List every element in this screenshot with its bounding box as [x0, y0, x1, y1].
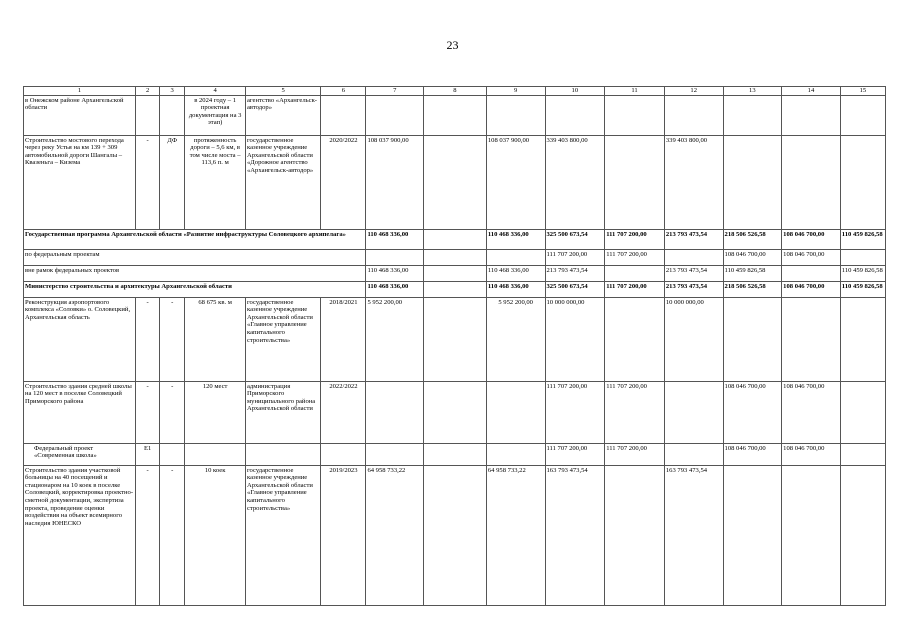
table-cell: 163 793 473,54: [545, 465, 605, 605]
table-cell: 111 707 200,00: [605, 281, 665, 297]
table-cell: ДФ: [160, 135, 185, 229]
table-cell: 10 000 000,00: [545, 297, 605, 381]
table-row: [24, 297, 886, 381]
table-cell: 68 675 кв. м: [185, 297, 246, 381]
table-row: [24, 381, 886, 443]
table-cell: 64 958 733,22: [366, 465, 424, 605]
table-cell: [136, 95, 160, 135]
table-cell: [840, 249, 885, 265]
table-cell: [723, 297, 782, 381]
table-cell: 111 707 200,00: [605, 381, 665, 443]
table-cell: [840, 443, 885, 465]
table-cell: [545, 95, 605, 135]
table-cell: [782, 135, 841, 229]
table-cell: [366, 381, 424, 443]
table-cell: вне рамок федеральных проектов: [24, 265, 366, 281]
table-cell: [424, 443, 487, 465]
column-header: 2: [136, 87, 160, 96]
table-cell: -: [160, 297, 185, 381]
table-cell: [321, 443, 366, 465]
table-cell: [664, 443, 723, 465]
table-cell: 5 952 200,00: [486, 297, 545, 381]
table-cell: [160, 443, 185, 465]
table-cell: 2020/2022: [321, 135, 366, 229]
table-cell: [840, 465, 885, 605]
table-cell: 2019/2023: [321, 465, 366, 605]
column-header: 8: [424, 87, 487, 96]
table-cell: [424, 465, 487, 605]
column-header: 14: [782, 87, 841, 96]
program-total-row: [24, 229, 886, 249]
table-cell: 111 707 200,00: [605, 229, 665, 249]
table-cell: [246, 443, 321, 465]
table-cell: -: [136, 465, 160, 605]
table-cell: [840, 297, 885, 381]
table-cell: 218 506 526,58: [723, 229, 782, 249]
table-cell: 163 793 473,54: [664, 465, 723, 605]
table-cell: [424, 381, 487, 443]
table-cell: 110 459 826,58: [840, 281, 885, 297]
table-cell: [605, 135, 665, 229]
table-cell: администрация Приморского муниципального района Архангельской области: [246, 381, 321, 443]
table-cell: 110 459 826,58: [840, 265, 885, 281]
column-header: 1: [24, 87, 136, 96]
table-cell: 110 468 336,00: [486, 229, 545, 249]
table-cell: 108 037 900,00: [366, 135, 424, 229]
table-cell: [424, 281, 487, 297]
table-cell: Строительство здания средней школы на 120 мест в поселке Соловецкий Приморского района: [24, 381, 136, 443]
table-cell: -: [160, 465, 185, 605]
table-cell: [185, 443, 246, 465]
table-cell: [424, 95, 487, 135]
table-cell: 218 506 526,58: [723, 281, 782, 297]
table-cell: [840, 135, 885, 229]
table-cell: [723, 465, 782, 605]
table-cell: 108 046 700,00: [723, 249, 782, 265]
table-cell: 108 046 700,00: [723, 381, 782, 443]
table-cell: в Онежском районе Архангельской области: [24, 95, 136, 135]
table-cell: [782, 297, 841, 381]
table-cell: 110 459 826,58: [840, 229, 885, 249]
table-cell: 339 403 800,00: [664, 135, 723, 229]
table-cell: [605, 265, 665, 281]
table-cell: E1: [136, 443, 160, 465]
table-cell: [321, 95, 366, 135]
table-cell: [664, 249, 723, 265]
table-cell: -: [136, 135, 160, 229]
column-header: 7: [366, 87, 424, 96]
table-cell: Реконструкция аэропортового комплекса «Соловки» о. Соловецкий, Архангельская область: [24, 297, 136, 381]
column-header: 5: [246, 87, 321, 96]
table-cell: [723, 135, 782, 229]
table-cell: [782, 95, 841, 135]
table-cell: 110 468 336,00: [366, 265, 424, 281]
table-cell: 64 958 733,22: [486, 465, 545, 605]
table-cell: -: [136, 381, 160, 443]
table-cell: -: [160, 381, 185, 443]
table-cell: [605, 465, 665, 605]
table-cell: 110 468 336,00: [366, 229, 424, 249]
table-cell: [840, 381, 885, 443]
table-cell: [486, 249, 545, 265]
table-cell: 108 037 900,00: [486, 135, 545, 229]
table-cell: 10 коек: [185, 465, 246, 605]
table-row: [24, 249, 886, 265]
table-cell: в 2024 году – 1 проектная документация на 3 этап): [185, 95, 246, 135]
table-cell: протяженность дороги – 5,6 км, в том числе моста – 113,6 п. м: [185, 135, 246, 229]
table-row: [24, 265, 886, 281]
column-header: 3: [160, 87, 185, 96]
table-cell: [424, 135, 487, 229]
table-cell: 111 707 200,00: [545, 249, 605, 265]
table-cell: [424, 249, 487, 265]
ministry-total-row: [24, 281, 886, 297]
table-cell: 10 000 000,00: [664, 297, 723, 381]
table-cell: 108 046 700,00: [782, 249, 841, 265]
federal-project-row: [24, 443, 886, 465]
column-header: 10: [545, 87, 605, 96]
table-cell: 108 046 700,00: [782, 443, 841, 465]
table-cell: 5 952 200,00: [366, 297, 424, 381]
table-cell: [366, 95, 424, 135]
table-cell: 111 707 200,00: [605, 443, 665, 465]
table-row: [24, 465, 886, 605]
table-cell: [424, 229, 487, 249]
table-cell: [605, 297, 665, 381]
table-cell: [486, 443, 545, 465]
table-cell: 110 468 336,00: [486, 265, 545, 281]
table-cell: 213 793 473,54: [664, 281, 723, 297]
table-cell: Строительство здания участковой больницы на 40 посещений и стационаром на 10 коек в поселке Соловецкий, корректировка проектно-сметной документации, экспертиза проекта, проведение оценки воздействия на объект всемирного наследия ЮНЕСКО: [24, 465, 136, 605]
column-number-row: [24, 87, 886, 96]
table-cell: [424, 265, 487, 281]
table-cell: Государственная программа Архангельской области «Развитие инфраструктуры Соловецкого архипелага»: [24, 229, 366, 249]
table-cell: [424, 297, 487, 381]
table-cell: 108 046 700,00: [782, 281, 841, 297]
column-header: 12: [664, 87, 723, 96]
table-cell: 110 468 336,00: [486, 281, 545, 297]
table-cell: [664, 95, 723, 135]
column-header: 9: [486, 87, 545, 96]
table-cell: 325 500 673,54: [545, 281, 605, 297]
table-cell: государственное казенное учреждение Архангельской области «Главное управление капитального строительства»: [246, 297, 321, 381]
budget-table: [23, 86, 886, 606]
table-cell: 108 046 700,00: [782, 229, 841, 249]
table-cell: [366, 249, 424, 265]
table-cell: Строительство мостового перехода через реку Устья на км 139 + 309 автомобильной дороги Шангалы – Квазеньга – Кизема: [24, 135, 136, 229]
table-cell: 120 мест: [185, 381, 246, 443]
table-cell: [160, 95, 185, 135]
table-cell: 2022/2022: [321, 381, 366, 443]
column-header: 15: [840, 87, 885, 96]
table-cell: [486, 381, 545, 443]
table-cell: 111 707 200,00: [545, 443, 605, 465]
column-header: 6: [321, 87, 366, 96]
table-cell: по федеральным проектам: [24, 249, 366, 265]
table-cell: 108 046 700,00: [723, 443, 782, 465]
table-cell: -: [136, 297, 160, 381]
table-cell: [605, 95, 665, 135]
table-cell: 111 707 200,00: [545, 381, 605, 443]
table-cell: 325 500 673,54: [545, 229, 605, 249]
column-header: 11: [605, 87, 665, 96]
table-cell: Министерство строительства и архитектуры Архангельской области: [24, 281, 366, 297]
table-cell: государственное казенное учреждение Архангельской области «Дорожное агентство «Архангельск-автодор»: [246, 135, 321, 229]
column-header: 13: [723, 87, 782, 96]
table-cell: [664, 381, 723, 443]
table-cell: [840, 95, 885, 135]
table-cell: Федеральный проект «Современная школа»: [24, 443, 136, 465]
table-cell: [782, 265, 841, 281]
table-cell: агентство «Архангельск-автодор»: [246, 95, 321, 135]
table-cell: [366, 443, 424, 465]
table-cell: 213 793 473,54: [664, 265, 723, 281]
table-cell: 108 046 700,00: [782, 381, 841, 443]
table-cell: 110 459 826,58: [723, 265, 782, 281]
table-row: [24, 95, 886, 135]
table-cell: 213 793 473,54: [545, 265, 605, 281]
table-cell: [486, 95, 545, 135]
table-cell: государственное казенное учреждение Архангельской области «Главное управление капитального строительства»: [246, 465, 321, 605]
table-cell: 339 403 800,00: [545, 135, 605, 229]
page-number: 23: [446, 38, 459, 52]
table-cell: [723, 95, 782, 135]
table-cell: [782, 465, 841, 605]
table-cell: 213 793 473,54: [664, 229, 723, 249]
column-header: 4: [185, 87, 246, 96]
table-cell: 110 468 336,00: [366, 281, 424, 297]
table-cell: 111 707 200,00: [605, 249, 665, 265]
table-cell: 2018/2021: [321, 297, 366, 381]
table-row: [24, 135, 886, 229]
